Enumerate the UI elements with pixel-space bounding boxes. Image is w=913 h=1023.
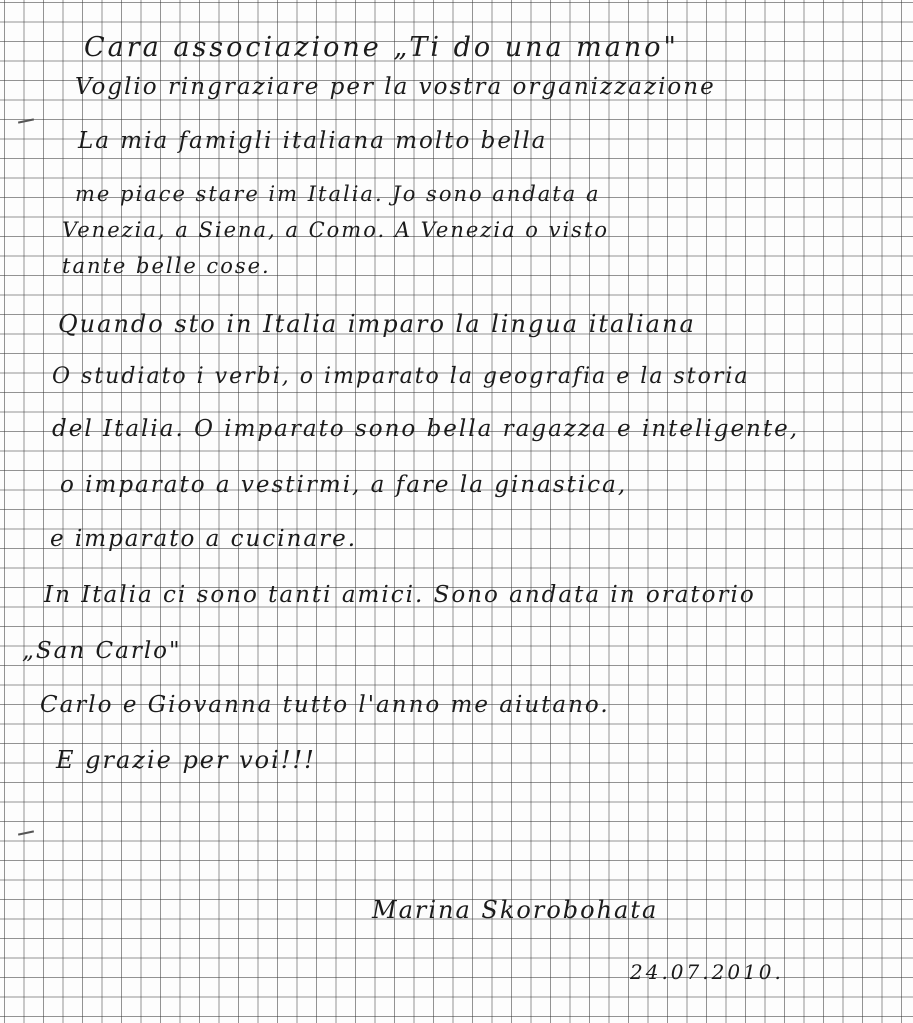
letter-line: o imparato a vestirmi, a fare la ginastica,: [60, 472, 628, 498]
letter-line: del Italia. O imparato sono bella ragazza e inteligente,: [52, 416, 800, 442]
letter-line: tante belle cose.: [62, 254, 271, 278]
letter-line: Voglio ringraziare per la vostra organizzazione: [75, 74, 716, 100]
letter-line: Quando sto in Italia imparo la lingua italiana: [58, 310, 696, 338]
letter-line: Venezia, a Siena, a Como. A Venezia o visto: [62, 218, 610, 242]
margin-mark: [18, 830, 34, 835]
letter-closing: E grazie per voi!!!: [56, 746, 316, 774]
letter-line: Carlo e Giovanna tutto l'anno me aiutano.: [40, 692, 610, 718]
letter-line: In Italia ci sono tanti amici. Sono andata in oratorio: [44, 582, 756, 608]
letter-line: e imparato a cucinare.: [50, 526, 358, 552]
letter-line: O studiato i verbi, o imparato la geografia e la storia: [52, 364, 750, 389]
letter-line: me piace stare im Italia. Jo sono andata a: [75, 182, 601, 206]
letter-line: La mia famigli italiana molto bella: [78, 128, 548, 154]
letter-greeting: Cara associazione „Ti do una mano": [84, 32, 679, 63]
signature: Marina Skorobohata: [372, 896, 659, 924]
letter-line: „San Carlo": [22, 638, 182, 664]
margin-mark: [18, 118, 34, 123]
letter-date: 24.07.2010.: [630, 960, 784, 984]
